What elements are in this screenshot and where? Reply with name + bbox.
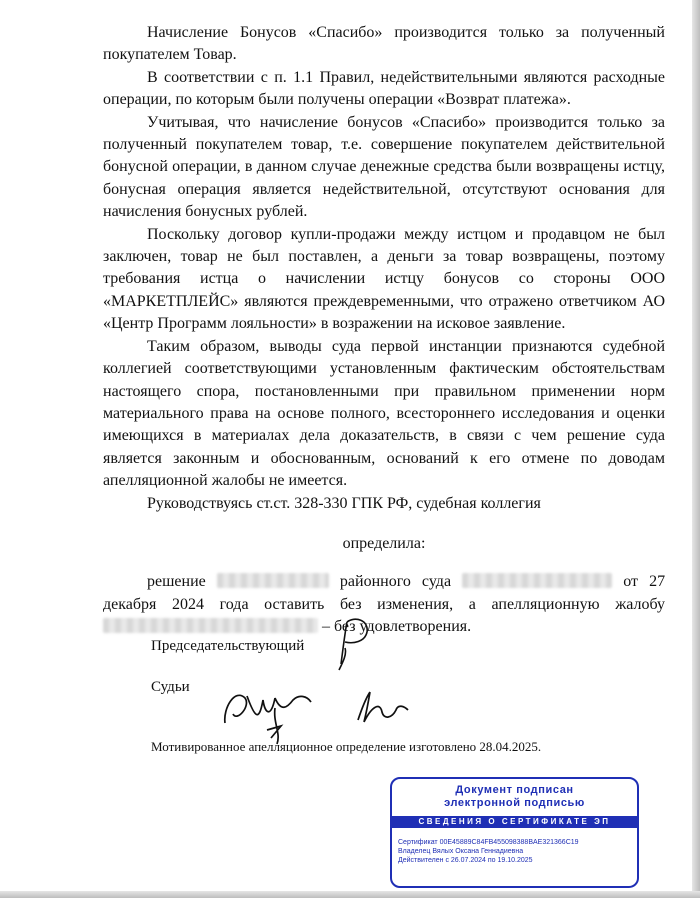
judges-label: Судьи <box>151 679 190 695</box>
judge-signature-1 <box>215 678 325 748</box>
stamp-title-line-1: Документ подписан <box>455 784 574 796</box>
paragraph-5: Таким образом, выводы суда первой инстанции признаются судебной коллегией соответствующими установленным фактическим обстоятельствам настоящего спора, постановленными при правильном применении норм материального права на основе полного, всестороннего исследования и оценки имеющихся в материалах дела доказательств, в связи с чем решение суда является законным и обоснованным, оснований к его отмене по доводам апелляционной жалобы не имеется. <box>103 337 665 490</box>
document-body <box>103 22 665 639</box>
stamp-details <box>398 838 637 865</box>
resolution-part-1: решение <box>147 573 206 591</box>
page-shadow-bottom <box>0 891 700 898</box>
paragraph-2: В соответствии с п. 1.1 Правил, недействительными являются расходные операции, по которым были получены операции «Возврат платежа». <box>103 68 665 109</box>
paragraph-4: Поскольку договор купли-продажи между истцом и продавцом не был заключен, товар не был поставлен, а деньги за товар возвращены, поэтому требования истца о начислении истцу бонусов со стороны ООО «МАРКЕТПЛЕЙС» являются преждевременными, что отражено ответчиком АО «Центр Программ лояльности» в возражении на исковое заявление. <box>103 225 665 333</box>
resolution-part-2: районного суда <box>339 573 452 591</box>
paragraph-6: Руководствуясь ст.ст. 328-330 ГПК РФ, судебная коллегия <box>147 494 541 512</box>
judge-signature-2 <box>352 688 412 726</box>
page-shadow-right <box>692 0 700 898</box>
paragraph-1: Начисление Бонусов «Спасибо» производится только за полученный покупателем Товар. <box>103 24 665 64</box>
paragraph-3: Учитывая, что начисление бонусов «Спасибо» производится только за полученный покупателем товар, т.е. совершение покупателем действительной бонусной операции, в данном случае денежные средства были возвращены истцу, бонусная операция является недействительной, отсутствуют основания для начисления бонусных рублей. <box>103 113 665 221</box>
redacted-text <box>462 573 612 588</box>
stamp-validity: Действителен с 26.07.2024 по 19.10.2025 <box>398 857 533 864</box>
stamp-certificate: Сертификат 00E45889C84FB455098388BAE321366C19 <box>398 839 579 846</box>
resolution-part-3: от 27 декабря 2024 года оставить без изменения, а апелляционную жалобу <box>103 573 666 613</box>
chair-label: Председательствующий <box>151 638 305 654</box>
motivated-decision-note: Мотивированное апелляционное определение изготовлено 28.04.2025. <box>151 739 542 754</box>
chair-signature <box>333 614 381 676</box>
stamp-certificate-bar: СВЕДЕНИЯ О СЕРТИФИКАТЕ ЭП <box>392 816 637 828</box>
resolution-part-4: – без удовлетворения. <box>322 618 472 636</box>
resolution-paragraph <box>103 571 665 638</box>
electronic-signature-stamp <box>390 777 639 888</box>
redacted-text <box>217 573 329 588</box>
stamp-title-line-2: электронной подписью <box>444 797 585 809</box>
stamp-owner: Владелец Вялых Оксана Геннадиевна <box>398 848 524 855</box>
decision-heading: определила: <box>342 534 426 552</box>
redacted-text <box>103 618 318 633</box>
